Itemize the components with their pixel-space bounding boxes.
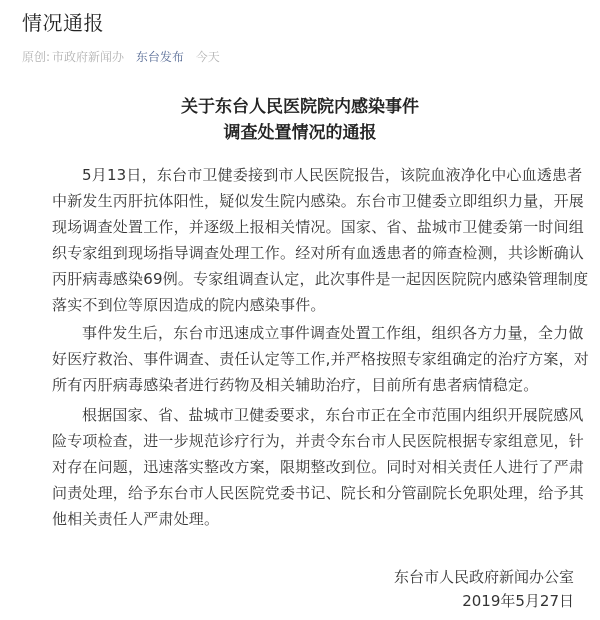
publish-time: 今天 <box>195 50 220 64</box>
paragraph-line: 织专家组到现场指导调查处理工作。经对所有血透患者的筛查检测，共诊断确认 <box>52 244 585 262</box>
paragraph-line: 中新发生丙肝抗体阳性，疑似发生院内感染。东台市卫健委立即组织力量，开展 <box>52 192 585 210</box>
notice-heading-line2: 调查处置情况的通报 <box>223 123 377 143</box>
paragraph-line: 险专项检查，进一步规范诊疗行为，并责令东台市人民医院根据专家组意见，针 <box>52 432 585 450</box>
author-source: 市政府新闻办 <box>52 50 125 64</box>
signature-organization: 东台市人民政府新闻办公室 <box>393 568 574 586</box>
paragraph-2 <box>52 320 589 398</box>
signature-date: 2019年5月27日 <box>462 592 574 610</box>
paragraph-line: 问责处理，给予东台市人民医院党委书记、院长和分管副院长免职处理，给予其 <box>52 484 585 502</box>
paragraph-line: 他相关责任人严肃处理。 <box>52 510 220 528</box>
paragraph-line: 根据国家、省、盐城市卫健委要求，东台市正在全市范围内组织开展院感风 <box>82 406 584 424</box>
paragraph-line: 所有丙肝病毒感染者进行药物及相关辅助治疗，目前所有患者病情稳定。 <box>52 376 539 394</box>
paragraph-line: 事件发生后，东台市迅速成立事件调查处置工作组，组织各方力量，全力做 <box>82 324 584 342</box>
paragraph-line: 现场调查处置工作，并逐级上报相关情况。国家、省、盐城市卫健委第一时间组 <box>52 218 585 236</box>
paragraph-line: 好医疗救治、事件调查、责任认定等工作,并严格按照专家组确定的治疗方案，对 <box>52 350 589 368</box>
paragraph-line: 对存在问题，迅速落实整改方案，限期整改到位。同时对相关责任人进行了严肃 <box>52 458 585 476</box>
account-link[interactable]: 东台发布 <box>135 50 184 64</box>
original-label: 原创: <box>22 50 51 64</box>
paragraph-line: 5月13日，东台市卫健委接到市人民医院报告，该院血液净化中心血透患者 <box>82 166 583 184</box>
article-meta <box>22 48 228 66</box>
paragraph-3 <box>52 402 585 532</box>
paragraph-line: 丙肝病毒感染69例。专家组调查认定，此次事件是一起因医院院内感染管理制度 <box>52 270 589 288</box>
paragraph-line: 落实不到位等原因造成的院内感染事件。 <box>52 296 326 314</box>
article-title: 情况通报 <box>22 11 104 35</box>
paragraph-1 <box>52 162 589 318</box>
notice-heading-line1: 关于东台人民医院院内感染事件 <box>181 97 419 117</box>
